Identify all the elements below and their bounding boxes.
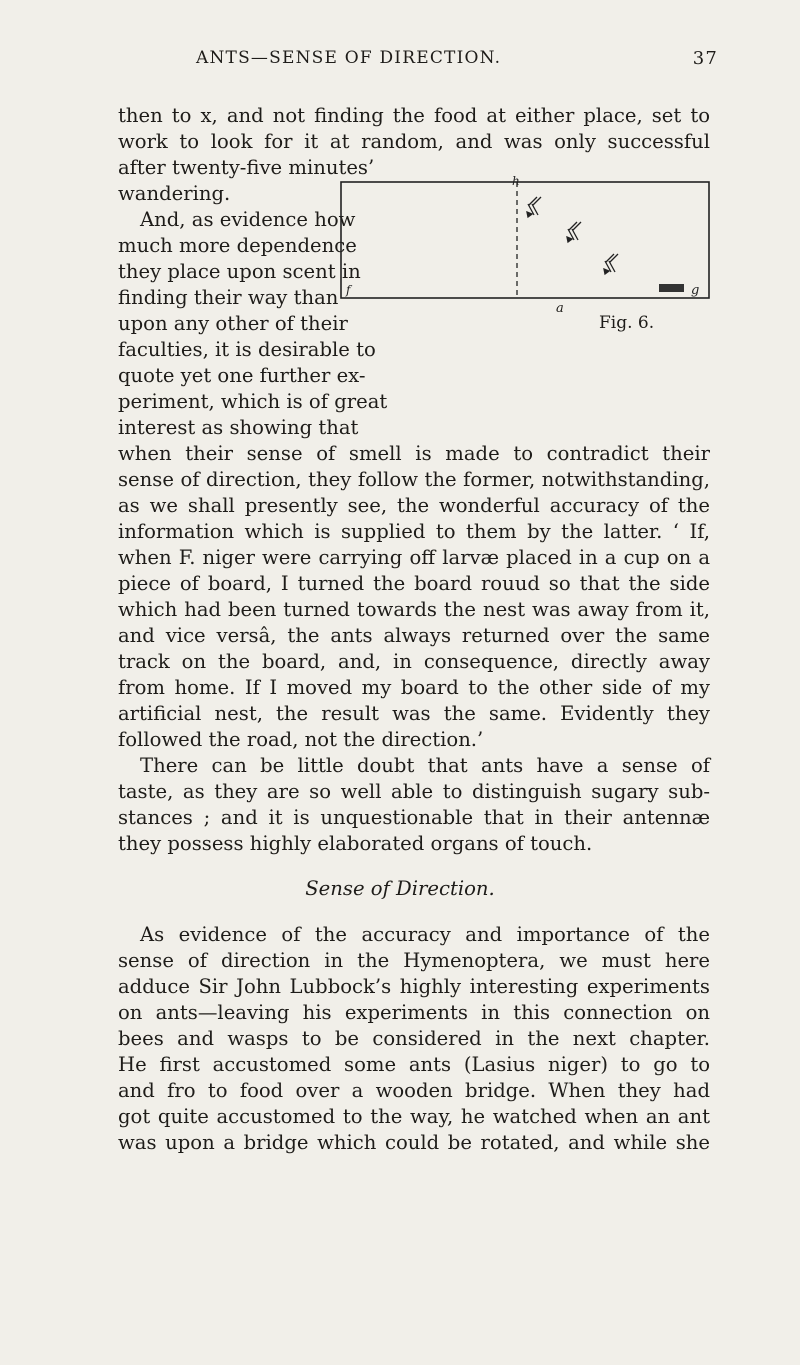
text-line: And, as evidence how bbox=[140, 208, 356, 231]
text-line: they possess highly elaborated organs of touch. bbox=[118, 832, 593, 855]
ant-track-marks bbox=[527, 197, 618, 274]
text-line: stances ; and it is unquestionable that in their antennæ bbox=[118, 806, 710, 829]
text-line: as we shall presently see, the wonderful accuracy of the bbox=[118, 494, 710, 517]
label-f: f bbox=[346, 283, 351, 297]
text-line: after twenty-five minutes’ bbox=[118, 156, 375, 179]
text-line: upon any other of their bbox=[118, 312, 348, 335]
text-line: He first accustomed some ants (Lasius niger) to go to bbox=[118, 1053, 710, 1076]
text-line: was upon a bridge which could be rotated, and while she bbox=[118, 1131, 710, 1154]
text-line: sense of direction in the Hymenoptera, we must here bbox=[118, 949, 710, 972]
text-line: much more dependence bbox=[118, 234, 357, 257]
running-header bbox=[118, 48, 718, 74]
text-line: track on the board, and, in consequence, directly away bbox=[118, 650, 710, 673]
text-line: and vice versâ, the ants always returned over the same bbox=[118, 624, 710, 647]
text-line: As evidence of the accuracy and importance of the bbox=[140, 923, 710, 946]
text-line: and fro to food over a wooden bridge. When they had bbox=[118, 1079, 710, 1102]
text-line: which had been turned towards the nest was away from it, bbox=[118, 598, 710, 621]
text-line: There can be little doubt that ants have a sense of bbox=[140, 754, 710, 777]
text-line: adduce Sir John Lubbock’s highly interesting experiments bbox=[118, 975, 710, 998]
text-line: taste, as they are so well able to distinguish sugary sub- bbox=[118, 780, 710, 803]
text-line: faculties, it is desirable to bbox=[118, 338, 376, 361]
label-h: h bbox=[512, 176, 520, 188]
food-cup bbox=[659, 284, 684, 292]
text-line: information which is supplied to them by the latter. ‘ If, bbox=[118, 520, 710, 543]
header-title: ANTS—SENSE OF DIRECTION. bbox=[196, 48, 502, 68]
figure-6-diagram bbox=[340, 176, 710, 306]
text-line: finding their way than bbox=[118, 286, 339, 309]
text-line: sense of direction, they follow the former, notwithstanding, bbox=[118, 468, 710, 491]
text-line: got quite accustomed to the way, he watched when an ant bbox=[118, 1105, 710, 1128]
text-line: bees and wasps to be considered in the next chapter. bbox=[118, 1027, 710, 1050]
page-number: 37 bbox=[692, 48, 718, 69]
text-line: on ants—leaving his experiments in this connection on bbox=[118, 1001, 710, 1024]
text-line: when their sense of smell is made to contradict their bbox=[118, 442, 710, 465]
text-line: interest as showing that bbox=[118, 416, 359, 439]
text-line: then to x, and not finding the food at either place, set to bbox=[118, 104, 710, 127]
text-line: quote yet one further ex- bbox=[118, 364, 366, 387]
label-g: g bbox=[691, 283, 700, 298]
text-line: followed the road, not the direction.’ bbox=[118, 728, 484, 751]
text-line: piece of board, I turned the board rouud so that the side bbox=[118, 572, 710, 595]
text-line: wandering. bbox=[118, 182, 231, 205]
text-line: work to look for it at random, and was only successful bbox=[118, 130, 710, 153]
text-line: from home. If I moved my board to the other side of my bbox=[118, 676, 710, 699]
label-a: a bbox=[556, 301, 564, 316]
text-line: when F. niger were carrying off larvæ placed in a cup on a bbox=[118, 546, 710, 569]
text-line: they place upon scent in bbox=[118, 260, 361, 283]
figure-caption: Fig. 6. bbox=[599, 313, 655, 333]
text-line: artificial nest, the result was the same. Evidently they bbox=[118, 702, 710, 725]
section-heading: Sense of Direction. bbox=[305, 877, 495, 900]
text-line: periment, which is of great bbox=[118, 390, 388, 413]
